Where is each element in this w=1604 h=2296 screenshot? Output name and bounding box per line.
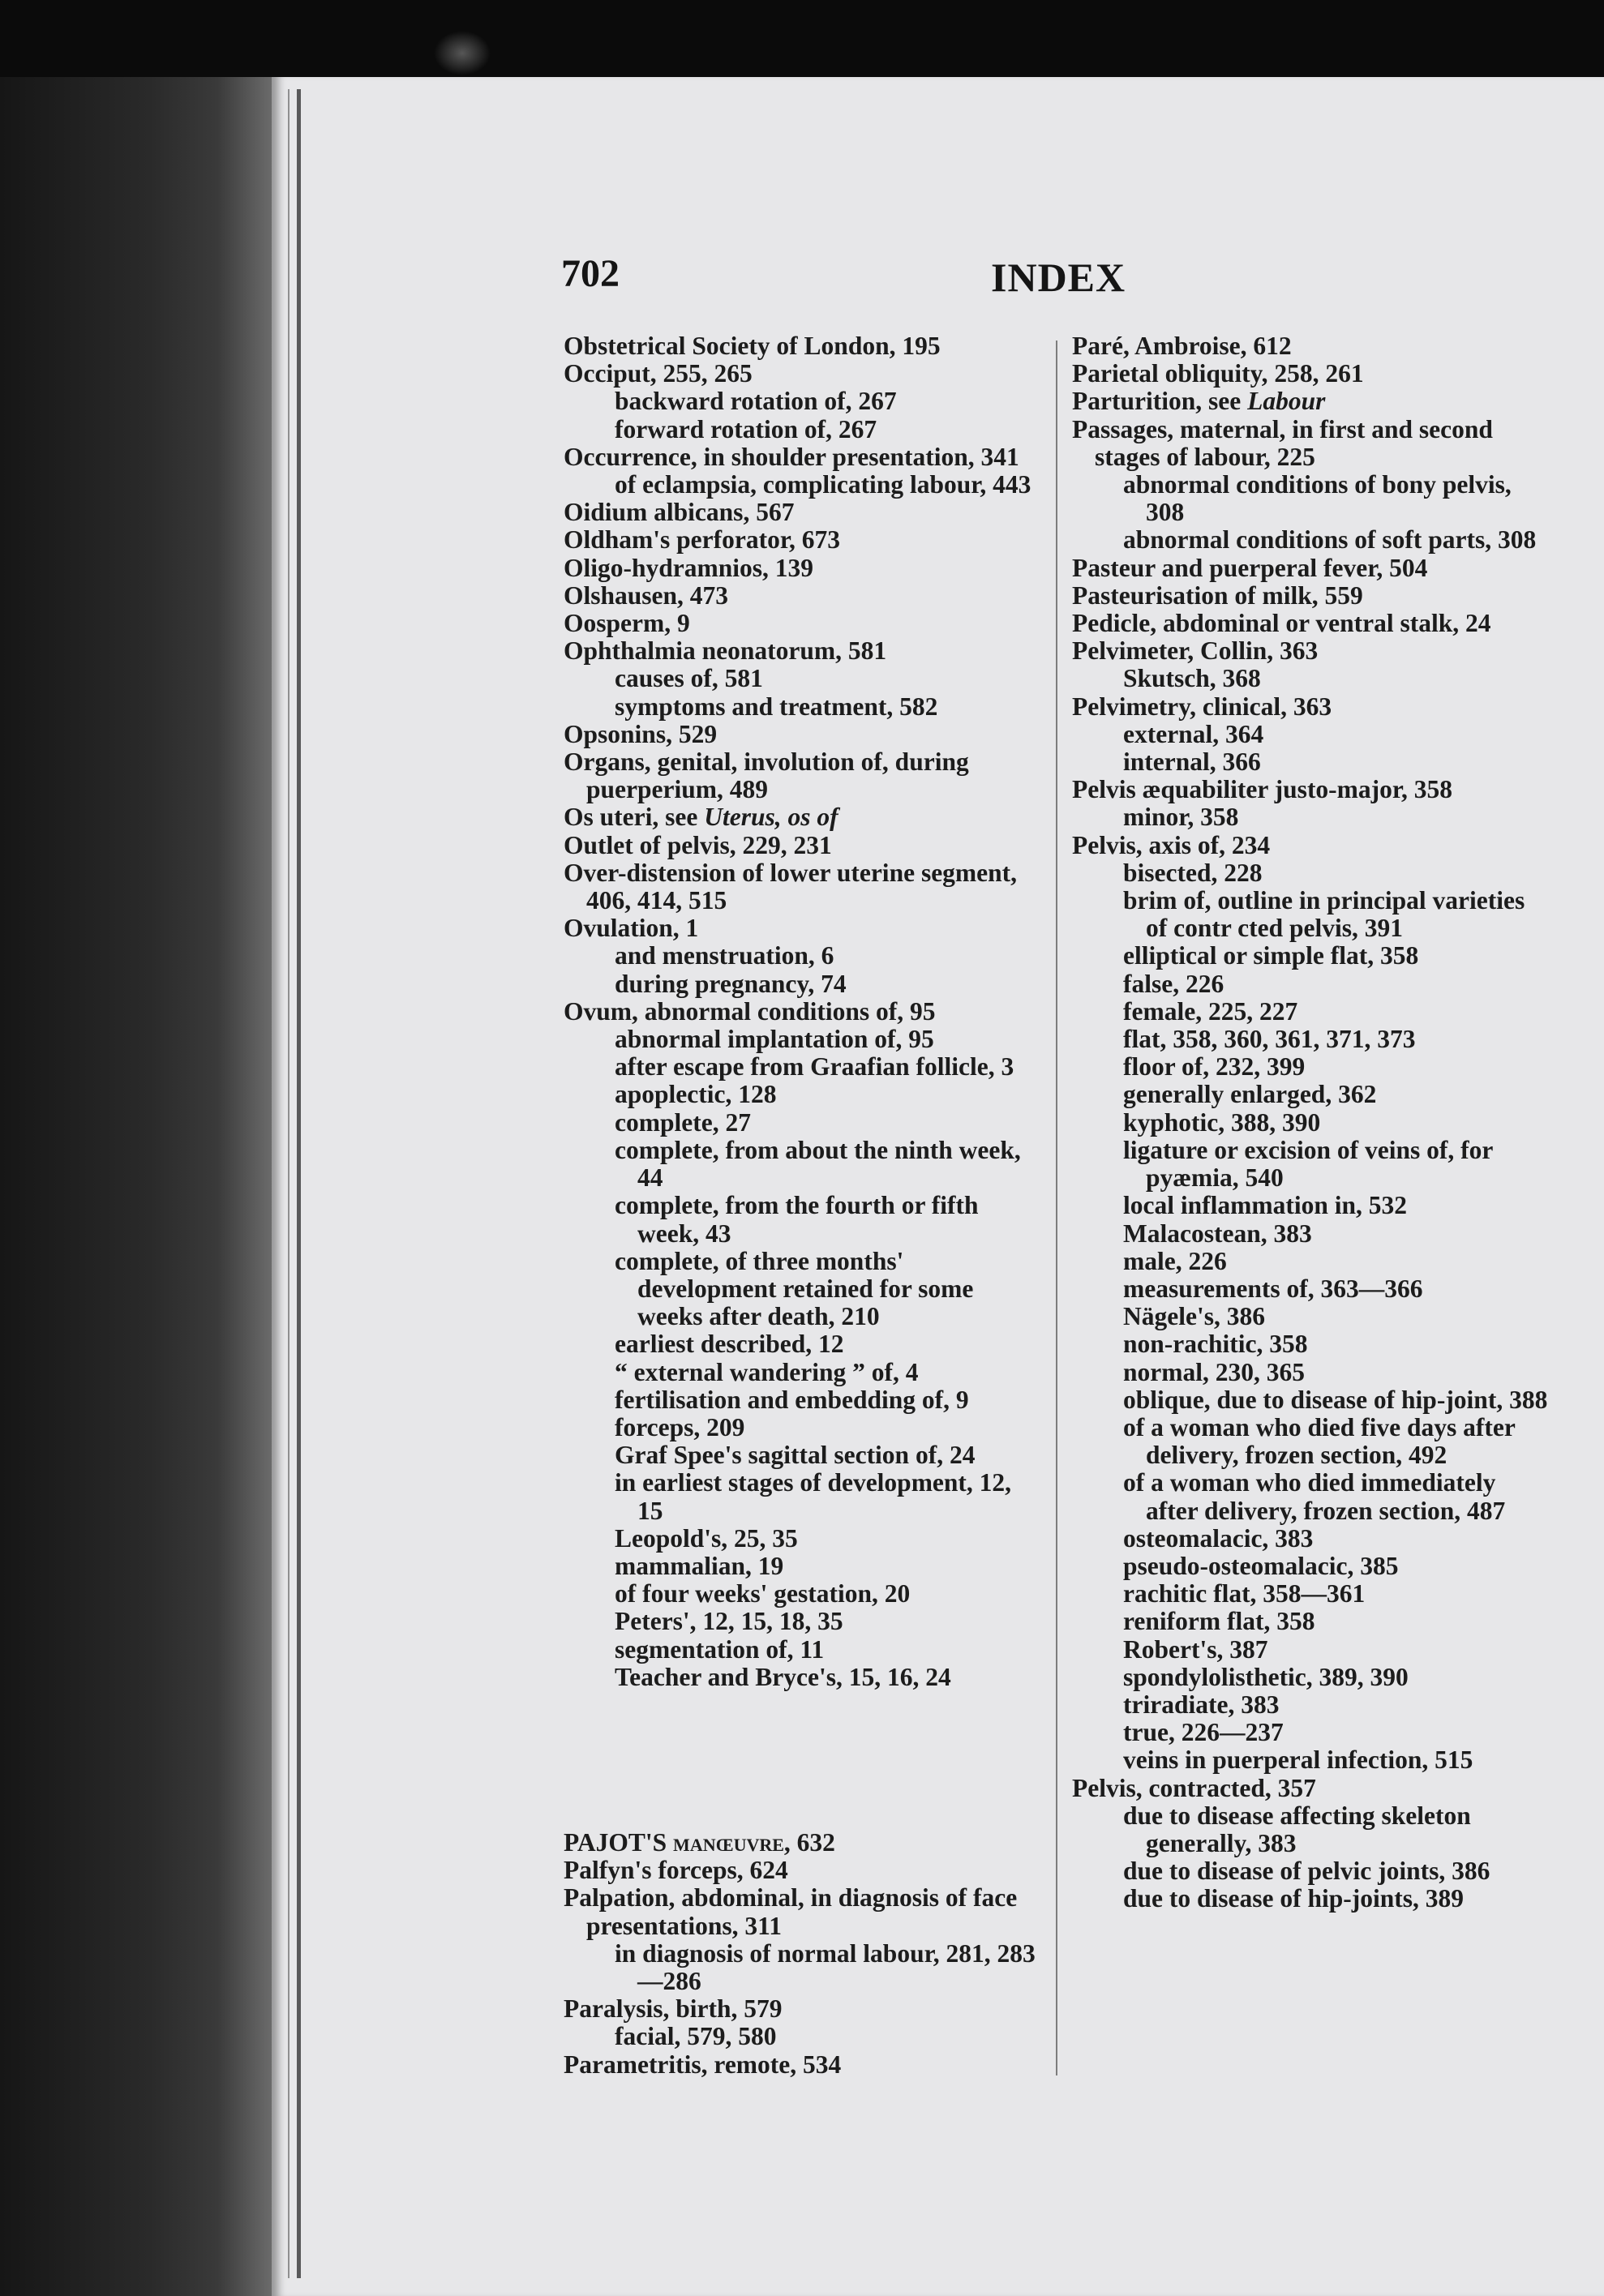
index-subentry: [564, 1580, 1038, 1608]
index-entry-text: floor of, 232, 399: [1123, 1052, 1306, 1082]
index-entry-text: false, 226: [1123, 969, 1224, 998]
index-entry-text: rachitic flat, 358—361: [1123, 1579, 1366, 1608]
index-subentry: [564, 1137, 1038, 1192]
page-fold-line: [297, 89, 301, 2278]
index-subentry: [564, 1608, 1038, 1635]
index-subentry: [1072, 942, 1550, 970]
index-entry: [1072, 637, 1550, 665]
index-subentry: [564, 942, 1038, 970]
index-entry: [564, 998, 1038, 1026]
index-entry: [1072, 555, 1550, 582]
index-entry-text: Pasteurisation of milk, 559: [1072, 580, 1363, 610]
index-subentry: [1072, 1802, 1550, 1857]
index-subentry: [564, 1441, 1038, 1469]
index-entry-text: segmentation of, 11: [615, 1634, 825, 1664]
index-subentry: [564, 1026, 1038, 1053]
index-entry-text: Parametritis, remote, 534: [564, 2050, 842, 2079]
index-subentry: [1072, 1330, 1550, 1358]
index-subentry: [1072, 1664, 1550, 1691]
index-entry-text: Palpation, abdominal, in diagnosis of face presentations, 311: [564, 1883, 1018, 1940]
index-entry: [564, 610, 1038, 637]
index-entry: [1072, 776, 1550, 803]
index-entry-text: Os uteri, see: [564, 803, 705, 832]
index-entry-text: minor, 358: [1123, 803, 1239, 832]
index-subentry: [1072, 859, 1550, 887]
index-entry-text: Leopold's, 25, 35: [615, 1523, 798, 1553]
index-subentry: [1072, 887, 1550, 942]
index-entry-text: Paré, Ambroise, 612: [1072, 332, 1292, 360]
index-entry-text: “ external wandering ” of, 4: [615, 1357, 919, 1386]
index-entry-text: flat, 358, 360, 361, 371, 373: [1123, 1025, 1416, 1054]
index-entry-text: Occiput, 255, 265: [564, 359, 753, 388]
index-entry-text: Nägele's, 386: [1123, 1302, 1265, 1331]
index-entry-text: symptoms and treatment, 582: [615, 692, 938, 721]
index-entry: [564, 499, 1038, 526]
index-subentry: [1072, 471, 1550, 526]
index-subentry: [1072, 1553, 1550, 1580]
index-column-right: [1072, 332, 1550, 1913]
index-entry-text: brim of, outline in principal varieties of contr cted pelvis, 391: [1123, 886, 1525, 943]
index-subentry: [564, 1414, 1038, 1441]
page-edge-line: [288, 89, 289, 2278]
index-entry-text: Peters', 12, 15, 18, 35: [615, 1607, 843, 1636]
index-entry: [564, 832, 1038, 859]
index-entry-text: due to disease affecting skeleton generally, 383: [1123, 1801, 1471, 1857]
index-entry-text: Pedicle, abdominal or ventral stalk, 24: [1072, 609, 1491, 638]
index-entry-text: complete, 27: [615, 1107, 751, 1137]
index-entry-text: causes of, 581: [615, 664, 763, 693]
index-entry-text: female, 225, 227: [1123, 996, 1298, 1026]
index-entry-text: local inflammation in, 532: [1123, 1191, 1408, 1220]
index-entry-text: Paralysis, birth, 579: [564, 1994, 783, 2024]
index-entry-text: complete, of three months' development retained for some weeks after death, 210: [615, 1246, 974, 1331]
index-entry: [564, 748, 1038, 803]
scan-smudge: [434, 31, 491, 75]
index-subentry: [564, 2023, 1038, 2050]
index-entry-text: due to disease of hip-joints, 389: [1123, 1884, 1465, 1913]
index-entry-text: reniform flat, 358: [1123, 1607, 1315, 1636]
index-entry: [564, 526, 1038, 554]
index-subentry: [564, 1330, 1038, 1358]
index-subentry: [1072, 1746, 1550, 1774]
index-entry: [564, 1995, 1038, 2023]
index-entry-text: of a woman who died immediately after delivery, frozen section, 487: [1123, 1468, 1506, 1525]
index-subentry: [1072, 1053, 1550, 1081]
index-subentry: [1072, 1469, 1550, 1524]
index-subentry: [1072, 1275, 1550, 1303]
index-cross-reference: Uterus, os of: [704, 803, 838, 832]
index-entry-text: complete, from about the ninth week, 44: [615, 1135, 1021, 1193]
index-subentry: [564, 1359, 1038, 1386]
index-subentry: [564, 1109, 1038, 1137]
index-subentry: [1072, 526, 1550, 554]
index-subentry: [1072, 1691, 1550, 1719]
index-entry-text: in earliest stages of development, 12, 15: [615, 1468, 1012, 1525]
index-subentry: [1072, 1885, 1550, 1913]
index-entry: [564, 582, 1038, 610]
index-entry-text: Oldham's perforator, 673: [564, 525, 840, 555]
index-subentry: [1072, 1719, 1550, 1746]
index-subentry: [1072, 665, 1550, 692]
index-entry: [564, 360, 1038, 388]
index-entry-text: facial, 579, 580: [615, 2022, 777, 2051]
index-subentry: [1072, 1580, 1550, 1608]
index-entry-text: after escape from Graafian follicle, 3: [615, 1052, 1014, 1082]
index-entry-text: fertilisation and embedding of, 9: [615, 1385, 969, 1414]
index-entry-text: pseudo-osteomalacic, 385: [1123, 1551, 1399, 1580]
index-entry-text: PAJOT'S manœuvre, 632: [564, 1827, 835, 1857]
index-entry: [1072, 388, 1550, 415]
running-head: INDEX: [991, 255, 1126, 300]
index-entry: [564, 859, 1038, 915]
index-entry-text: apoplectic, 128: [615, 1080, 777, 1109]
index-entry: [1072, 332, 1550, 360]
book-edge: [0, 77, 272, 2296]
index-entry-text: complete, from the fourth or fifth week, 43: [615, 1191, 979, 1248]
index-entry-text: Oidium albicans, 567: [564, 498, 795, 527]
index-entry-text: in diagnosis of normal labour, 281, 283—286: [615, 1938, 1036, 1995]
index-entry-text: kyphotic, 388, 390: [1123, 1107, 1321, 1137]
index-entry-text: Passages, maternal, in first and second stages of labour, 225: [1072, 414, 1493, 471]
index-entry-text: elliptical or simple flat, 358: [1123, 941, 1419, 970]
index-subentry: [1072, 1192, 1550, 1219]
index-entry-text: Pasteur and puerperal fever, 504: [1072, 553, 1428, 582]
index-entry: [1072, 582, 1550, 610]
index-subentry: [564, 665, 1038, 692]
index-subentry: [564, 1053, 1038, 1081]
index-entry: [564, 555, 1038, 582]
index-subentry: [564, 1553, 1038, 1580]
index-entry-text: male, 226: [1123, 1246, 1227, 1275]
index-entry-text: Pelvimetry, clinical, 363: [1072, 692, 1332, 721]
index-entry: [564, 2051, 1038, 2079]
index-subentry: [1072, 1386, 1550, 1414]
index-subentry: [564, 1248, 1038, 1331]
index-entry-text: Organs, genital, involution of, during puerperium, 489: [564, 747, 969, 804]
index-entry: [1072, 610, 1550, 637]
index-entry-text: Teacher and Bryce's, 15, 16, 24: [615, 1662, 951, 1691]
index-entry-text: spondylolisthetic, 389, 390: [1123, 1662, 1409, 1691]
index-entry-text: non-rachitic, 358: [1123, 1330, 1308, 1359]
index-entry-text: Olshausen, 473: [564, 580, 729, 610]
index-subentry: [1072, 1303, 1550, 1330]
index-subentry: [564, 471, 1038, 499]
index-subentry: [1072, 721, 1550, 748]
index-entry: [564, 803, 1038, 831]
index-entry-text: Oligo-hydramnios, 139: [564, 553, 814, 582]
index-entry: [564, 332, 1038, 360]
index-subentry: [564, 388, 1038, 415]
index-entry-text: Parturition, see: [1072, 387, 1248, 416]
index-subentry: [1072, 1248, 1550, 1275]
index-subentry: [1072, 1026, 1550, 1053]
index-subentry: [1072, 1414, 1550, 1469]
index-entry-text: of four weeks' gestation, 20: [615, 1579, 911, 1608]
index-entry-text: normal, 230, 365: [1123, 1357, 1305, 1386]
index-entry-text: forward rotation of, 267: [615, 414, 877, 443]
index-entry: [564, 1884, 1038, 1939]
index-entry-text: Pelvis, axis of, 234: [1072, 830, 1271, 859]
index-subentry: [1072, 1220, 1550, 1248]
index-entry-text: mammalian, 19: [615, 1551, 784, 1580]
index-subentry: [1072, 1857, 1550, 1885]
index-entry-text: Opsonins, 529: [564, 719, 718, 748]
index-entry-text: of eclampsia, complicating labour, 443: [615, 470, 1031, 499]
index-subentry: [1072, 1081, 1550, 1108]
index-subentry: [564, 1940, 1038, 1995]
index-entry-text: and menstruation, 6: [615, 941, 834, 970]
index-entry-text: Pelvimeter, Collin, 363: [1072, 636, 1319, 666]
index-entry-text: earliest described, 12: [615, 1330, 844, 1359]
index-entry-text: external, 364: [1123, 719, 1264, 748]
index-entry-text: Outlet of pelvis, 229, 231: [564, 830, 832, 859]
index-subentry: [1072, 803, 1550, 831]
index-entry-text: internal, 366: [1123, 747, 1261, 777]
index-subentry: [564, 970, 1038, 998]
index-subentry: [1072, 1608, 1550, 1635]
index-entry-text: Malacostean, 383: [1123, 1219, 1312, 1248]
index-entry-text: triradiate, 383: [1123, 1690, 1280, 1719]
index-entry-text: osteomalacic, 383: [1123, 1523, 1314, 1553]
index-subentry: [564, 1525, 1038, 1553]
index-subentry: [564, 416, 1038, 443]
index-entry: [564, 1829, 1038, 1857]
index-subentry: [564, 1386, 1038, 1414]
index-entry-text: Obstetrical Society of London, 195: [564, 332, 941, 360]
index-entry-text: abnormal implantation of, 95: [615, 1025, 934, 1054]
index-entry-text: ligature or excision of veins of, for pyæmia, 540: [1123, 1135, 1493, 1193]
index-subentry: [564, 693, 1038, 721]
index-entry-text: Parietal obliquity, 258, 261: [1072, 359, 1364, 388]
index-subentry: [564, 1081, 1038, 1108]
index-entry-text: Graf Spee's sagittal section of, 24: [615, 1441, 976, 1470]
index-entry: [564, 637, 1038, 665]
index-column-left: [564, 332, 1038, 2079]
index-subentry: [564, 1469, 1038, 1524]
index-entry-text: bisected, 228: [1123, 858, 1263, 887]
column-divider: [1056, 341, 1057, 2075]
index-entry-text: Ophthalmia neonatorum, 581: [564, 636, 887, 666]
index-entry-text: Robert's, 387: [1123, 1634, 1268, 1664]
index-entry-text: due to disease of pelvic joints, 386: [1123, 1857, 1490, 1886]
index-entry-text: backward rotation of, 267: [615, 387, 897, 416]
index-entry-text: forceps, 209: [615, 1412, 745, 1441]
index-subentry: [564, 1192, 1038, 1247]
index-entry-text: oblique, due to disease of hip-joint, 388: [1123, 1385, 1548, 1414]
page-number: 702: [561, 252, 620, 295]
index-entry-text: Ovum, abnormal conditions of, 95: [564, 996, 936, 1026]
index-subentry: [564, 1636, 1038, 1664]
index-subentry: [1072, 970, 1550, 998]
index-entry: [564, 721, 1038, 748]
index-entry-text: true, 226—237: [1123, 1718, 1284, 1747]
index-entry-text: abnormal conditions of bony pelvis, 308: [1123, 470, 1512, 527]
index-subentry: [564, 1664, 1038, 1691]
index-entry-text: Palfyn's forceps, 624: [564, 1856, 788, 1885]
index-subentry: [1072, 1359, 1550, 1386]
index-entry-text: Skutsch, 368: [1123, 664, 1261, 693]
index-entry-text: of a woman who died five days after delivery, frozen section, 492: [1123, 1412, 1516, 1470]
index-entry: [564, 915, 1038, 942]
index-entry-text: Occurrence, in shoulder presentation, 341: [564, 442, 1019, 471]
index-entry-text: Ovulation, 1: [564, 914, 699, 943]
index-entry-text: abnormal conditions of soft parts, 308: [1123, 525, 1537, 555]
index-entry-text: veins in puerperal infection, 515: [1123, 1746, 1473, 1775]
index-entry-text: measurements of, 363—366: [1123, 1274, 1423, 1303]
index-entry-text: generally enlarged, 362: [1123, 1080, 1377, 1109]
index-subentry: [1072, 1109, 1550, 1137]
index-entry: [1072, 693, 1550, 721]
index-entry: [1072, 832, 1550, 859]
index-entry-text: during pregnancy, 74: [615, 969, 847, 998]
index-entry: [1072, 416, 1550, 471]
index-entry: [564, 1857, 1038, 1884]
index-subentry: [1072, 1525, 1550, 1553]
index-entry: [1072, 360, 1550, 388]
index-subentry: [1072, 1137, 1550, 1192]
index-subentry: [1072, 998, 1550, 1026]
index-entry-text: Oosperm, 9: [564, 609, 690, 638]
index-entry-text: Pelvis, contracted, 357: [1072, 1773, 1316, 1802]
index-entry: [564, 443, 1038, 471]
index-cross-reference: Labour: [1247, 387, 1326, 416]
index-subentry: [1072, 748, 1550, 776]
index-entry-text: Over-distension of lower uterine segment, 406, 414, 515: [564, 858, 1018, 915]
index-subentry: [1072, 1636, 1550, 1664]
index-entry: [1072, 1775, 1550, 1802]
index-entry-text: Pelvis æquabiliter justo-major, 358: [1072, 775, 1452, 804]
